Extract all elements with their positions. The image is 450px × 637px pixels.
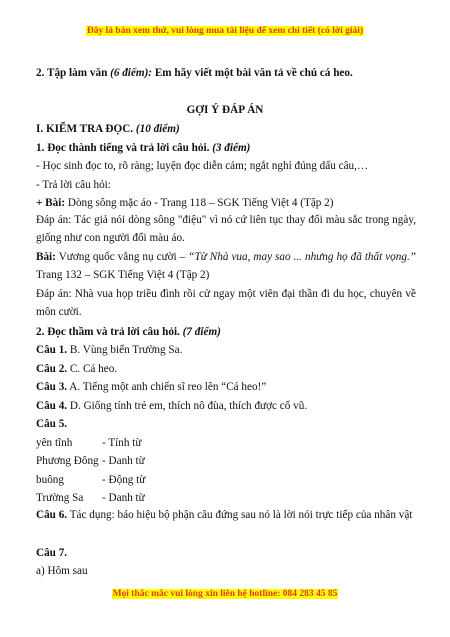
section-reading-test: I. KIỂM TRA ĐỌC. (10 điểm) xyxy=(36,123,180,135)
question-3-answer: Câu 3. A. Tiếng một anh chiến sĩ reo lên “Cá heo!” xyxy=(36,381,267,393)
question-5-label: Câu 5. xyxy=(36,418,68,430)
part-1-instruction: - Học sinh đọc to, rõ ràng; luyện đọc diễn cảm; ngắt nghỉ đúng dấu câu,… xyxy=(36,160,369,172)
word-type-row: buông - Động từ xyxy=(36,474,146,486)
question-7-label: Câu 7. xyxy=(36,547,68,559)
preview-banner: Đây là bản xem thử, vui lòng mua tài liệu để xem chi tiết (có lời giải) xyxy=(86,26,364,36)
question-2-answer: Câu 2. C. Cá heo. xyxy=(36,363,118,375)
part-2-title: 2. Đọc thầm và trả lời câu hỏi. (7 điểm) xyxy=(36,326,221,338)
question-4-answer: Câu 4. D. Giống tính trẻ em, thích nô đùa, thích được cổ vũ. xyxy=(36,400,308,412)
word-type-row: Trường Sa - Danh từ xyxy=(36,492,145,504)
part-1-answer-prompt: - Trả lời câu hỏi: xyxy=(36,179,111,191)
word-type-row: Phương Đông - Danh từ xyxy=(36,455,145,467)
answer-title: GỢI Ý ĐÁP ÁN xyxy=(186,104,264,116)
reading-2-reference: Bài: Vương quốc vắng nụ cười – “Từ Nhà vua, may sao ... nhưng họ đã thất vọng.” Trang 132 – SGK Tiếng Việt 4 (Tập 2) xyxy=(36,251,416,281)
reading-1-answer: Đáp án: Tác giả nói dòng sông "điệu" vì nó cứ liên tục thay đổi màu sắc trong ngày, giống như con người đổi màu áo. xyxy=(36,214,416,244)
word-type-row: yên tĩnh - Tính từ xyxy=(36,437,142,449)
task-2-writing: 2. Tập làm văn (6 điểm): Em hãy viết một bài văn tả về chú cá heo. xyxy=(36,67,353,79)
reading-1-reference: + Bài: Dòng sông mặc áo - Trang 118 – SGK Tiếng Việt 4 (Tập 2) xyxy=(36,197,334,209)
question-6-answer: Câu 6. Tác dụng: báo hiệu bộ phận câu đứng sau nó là lời nói trực tiếp của nhân vật xyxy=(36,509,413,521)
question-1-answer: Câu 1. B. Vùng biển Trường Sa. xyxy=(36,344,183,356)
hotline-banner: Mọi thắc mắc vui lòng xin liên hệ hotline: 084 283 45 85 xyxy=(112,589,338,599)
part-1-title: 1. Đọc thành tiếng và trả lời câu hỏi. (3 điểm) xyxy=(36,142,251,154)
reading-2-answer: Đáp án: Nhà vua họp triều đình rồi cử ngay một viên đại thần đi du học, chuyên về môn cười. xyxy=(36,288,416,318)
question-7-answer-a: a) Hôm sau xyxy=(36,565,88,577)
